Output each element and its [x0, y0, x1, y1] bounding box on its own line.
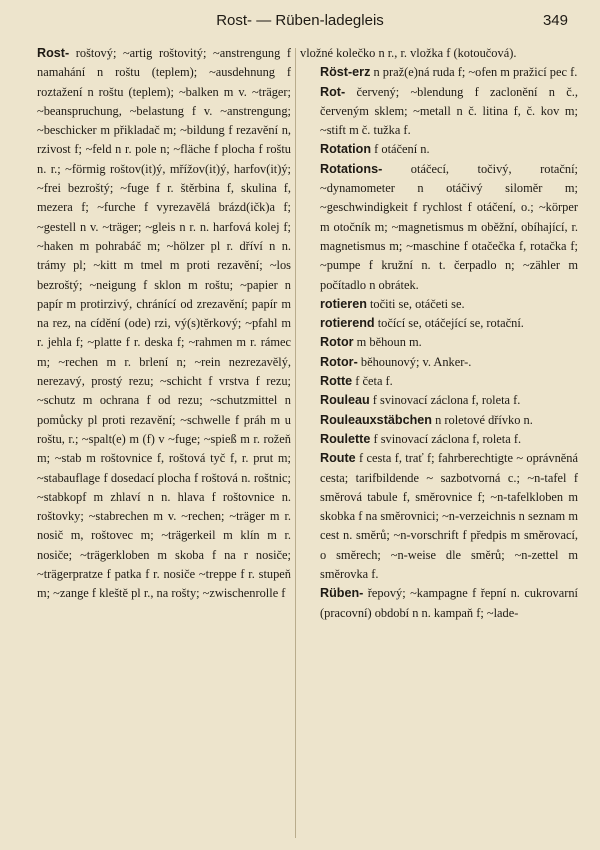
entry-definition: točící se, otáčející se, rotační.: [374, 316, 524, 331]
entry-definition: červený; ~blendung f zaclonění n č., červeným sklem; ~metall n č. litina f, č. kov m; ~stift m č. tužka f.: [320, 84, 578, 138]
entry-headword: Rotte: [320, 374, 353, 389]
dictionary-entry: [300, 430, 578, 449]
entry-headword: Rotation: [320, 142, 372, 157]
entry-headword: Rotor-: [320, 354, 358, 369]
entry-definition: f otáčení n.: [371, 142, 430, 157]
dictionary-entry: [300, 295, 578, 314]
entry-headword: Roulette: [320, 431, 371, 446]
entry-definition: řepový; ~kampagne f řepní n. cukrovarní (pracovní) období n n. kampaň f; ~lade-: [320, 586, 578, 620]
dictionary-entry: [300, 140, 578, 159]
entry-headword: Rotor: [320, 335, 354, 350]
dictionary-entry: [300, 584, 578, 623]
entry-definition: n praž(e)ná ruda f; ~ofen m pražicí pec f.: [370, 65, 578, 80]
entry-definition: běhounový; v. Anker-.: [357, 354, 472, 369]
entry-definition: roštový; ~artig roštovitý; ~anstrengung f namahání n roštu (teplem); ~ausdehnung f roztažení n roštu (teplem); ~balken m v. ~träger; ~beanspruchung, ~belastung f v. ~anstrengung; ~beschicker m přikladač m; ~bildung f rezavění n, rzivost f; ~feld n r. pole n; ~fläche f plocha f roštu n. r.; ~förmig roštov(it)ý, mřížov(it)ý, harfov(it)ý; ~frei bezroštý; ~fuge f r. štěrbina f, skulina f, mezera f; ~furche f vyrezavělá brázd(ičk)a f; ~gestell n v. ~träger; ~gleis n r. n. harfová kolej f; ~haken m pohrabáč m; ~hölzer pl r. dříví n n. trámy pl; ~kitt m tmel m proti rezavění; ~los bezroštý; ~neigung f sklon m roštu; ~papier n papír m protirzivý, chránící od zrezavění; papír m na rez, na cídění (ode) rzi, vý(s)těrkový; ~pfahl m r. jehla f; ~platte f r. deska f; ~rahmen m r. rámec m; ~rechen m r. brlení n; ~rein nezrezavělý, nerezavý, prostý rezu; ~schicht f vrstva f rezu; ~schutz m ochrana f od rezu; ~schutzmittel n pomůcky pl proti rezavění; ~schwelle f práh m u roštu, r.; ~spalt(e) m (f) v ~fuge; ~spieß m r. rožeň m; ~stab m roštovnice f, roštová tyč f, r. prut m; ~stabauflage f dosedací plocha f roštová n. roštnic; ~stabkopf m zhlaví n n. hlava f roštovnice n. roštovky; ~stabrechen m v. ~rechen; ~träger m r. nosič m, roštovec m; ~trägerkeil m klín m r. nosiče; ~trägerkloben m skoba f na r nosiče; ~trägerpratze f patka f r. nosiče ~treppe f r. stupeň m; ~zange f kleště pl r., na rošty; ~zwischenrolle f: [37, 46, 291, 601]
entry-headword: Röst-erz: [320, 65, 371, 80]
dictionary-entry: [300, 63, 578, 82]
dictionary-entry: [300, 83, 578, 141]
dictionary-entry: [300, 160, 578, 295]
dictionary-entry: [300, 44, 578, 63]
entry-headword: Rouleauxstäbchen: [320, 412, 432, 427]
dictionary-entry: [300, 372, 578, 391]
entry-headword: Rouleau: [320, 393, 370, 408]
page-header: [0, 8, 600, 34]
entry-definition: f četa f.: [352, 374, 393, 389]
dictionary-entry: [300, 391, 578, 410]
dictionary-entry: [300, 333, 578, 352]
entry-definition: m běhoun m.: [353, 335, 422, 350]
column-divider: [295, 48, 296, 838]
entry-definition: f svinovací záclona f, roleta f.: [369, 393, 521, 408]
entry-headword: Rost-: [37, 46, 70, 60]
dictionary-entry: [300, 314, 578, 333]
right-column: [300, 44, 578, 844]
entry-definition: otáčecí, točivý, rotační; ~dynamometer n otáčivý siloměr m; ~geschwindigkeit f rychlost f otáčení, o.; ~körper m otočník m; ~magnetismus m oběžní, obíhající, r. magnetismus m; ~maschine f otačečka f, rotačka f; ~pumpe f kružní n. t. čerpadlo n; ~zähler m počítadlo n obrátek.: [320, 161, 578, 292]
entry-headword: Rot-: [320, 84, 346, 99]
entry-definition: n roletové dřívko n.: [431, 412, 533, 427]
dictionary-entry: [300, 449, 578, 584]
dictionary-entry: [17, 44, 291, 604]
left-column: [17, 44, 291, 844]
dictionary-entry: [300, 353, 578, 372]
running-head: Rost- — Rüben-ladegleis: [216, 12, 384, 29]
page-number: 349: [542, 12, 568, 29]
entry-headword: Route: [320, 451, 356, 466]
entry-headword: rotieren: [320, 296, 367, 311]
entry-headword: Rüben-: [320, 586, 364, 601]
entry-headword: rotierend: [320, 316, 375, 331]
dictionary-entry: [300, 411, 578, 430]
entry-definition: f cesta f, trať f; fahrberechtigte ~ oprávněná cesta; tarifbildende ~ sazbotvorná c.; ~n-tafel f směrová tabule f, směrovnice f; ~n-tafelkloben m skobka f na směrovnici; ~n-verzeichnis n seznam m cest n. směrů; ~n-vorschrift f předpis m směrovací, o směrech; ~n-weise dle směrů; ~n-zettel m směrovka f.: [320, 451, 578, 582]
entry-definition: točiti se, otáčeti se.: [366, 296, 465, 311]
entry-definition: f svinovací záclona f, roleta f.: [370, 431, 522, 446]
entry-headword: Rotations-: [320, 161, 383, 176]
entry-definition: vložné kolečko n r., r. vložka f (kotoučová).: [300, 46, 517, 60]
